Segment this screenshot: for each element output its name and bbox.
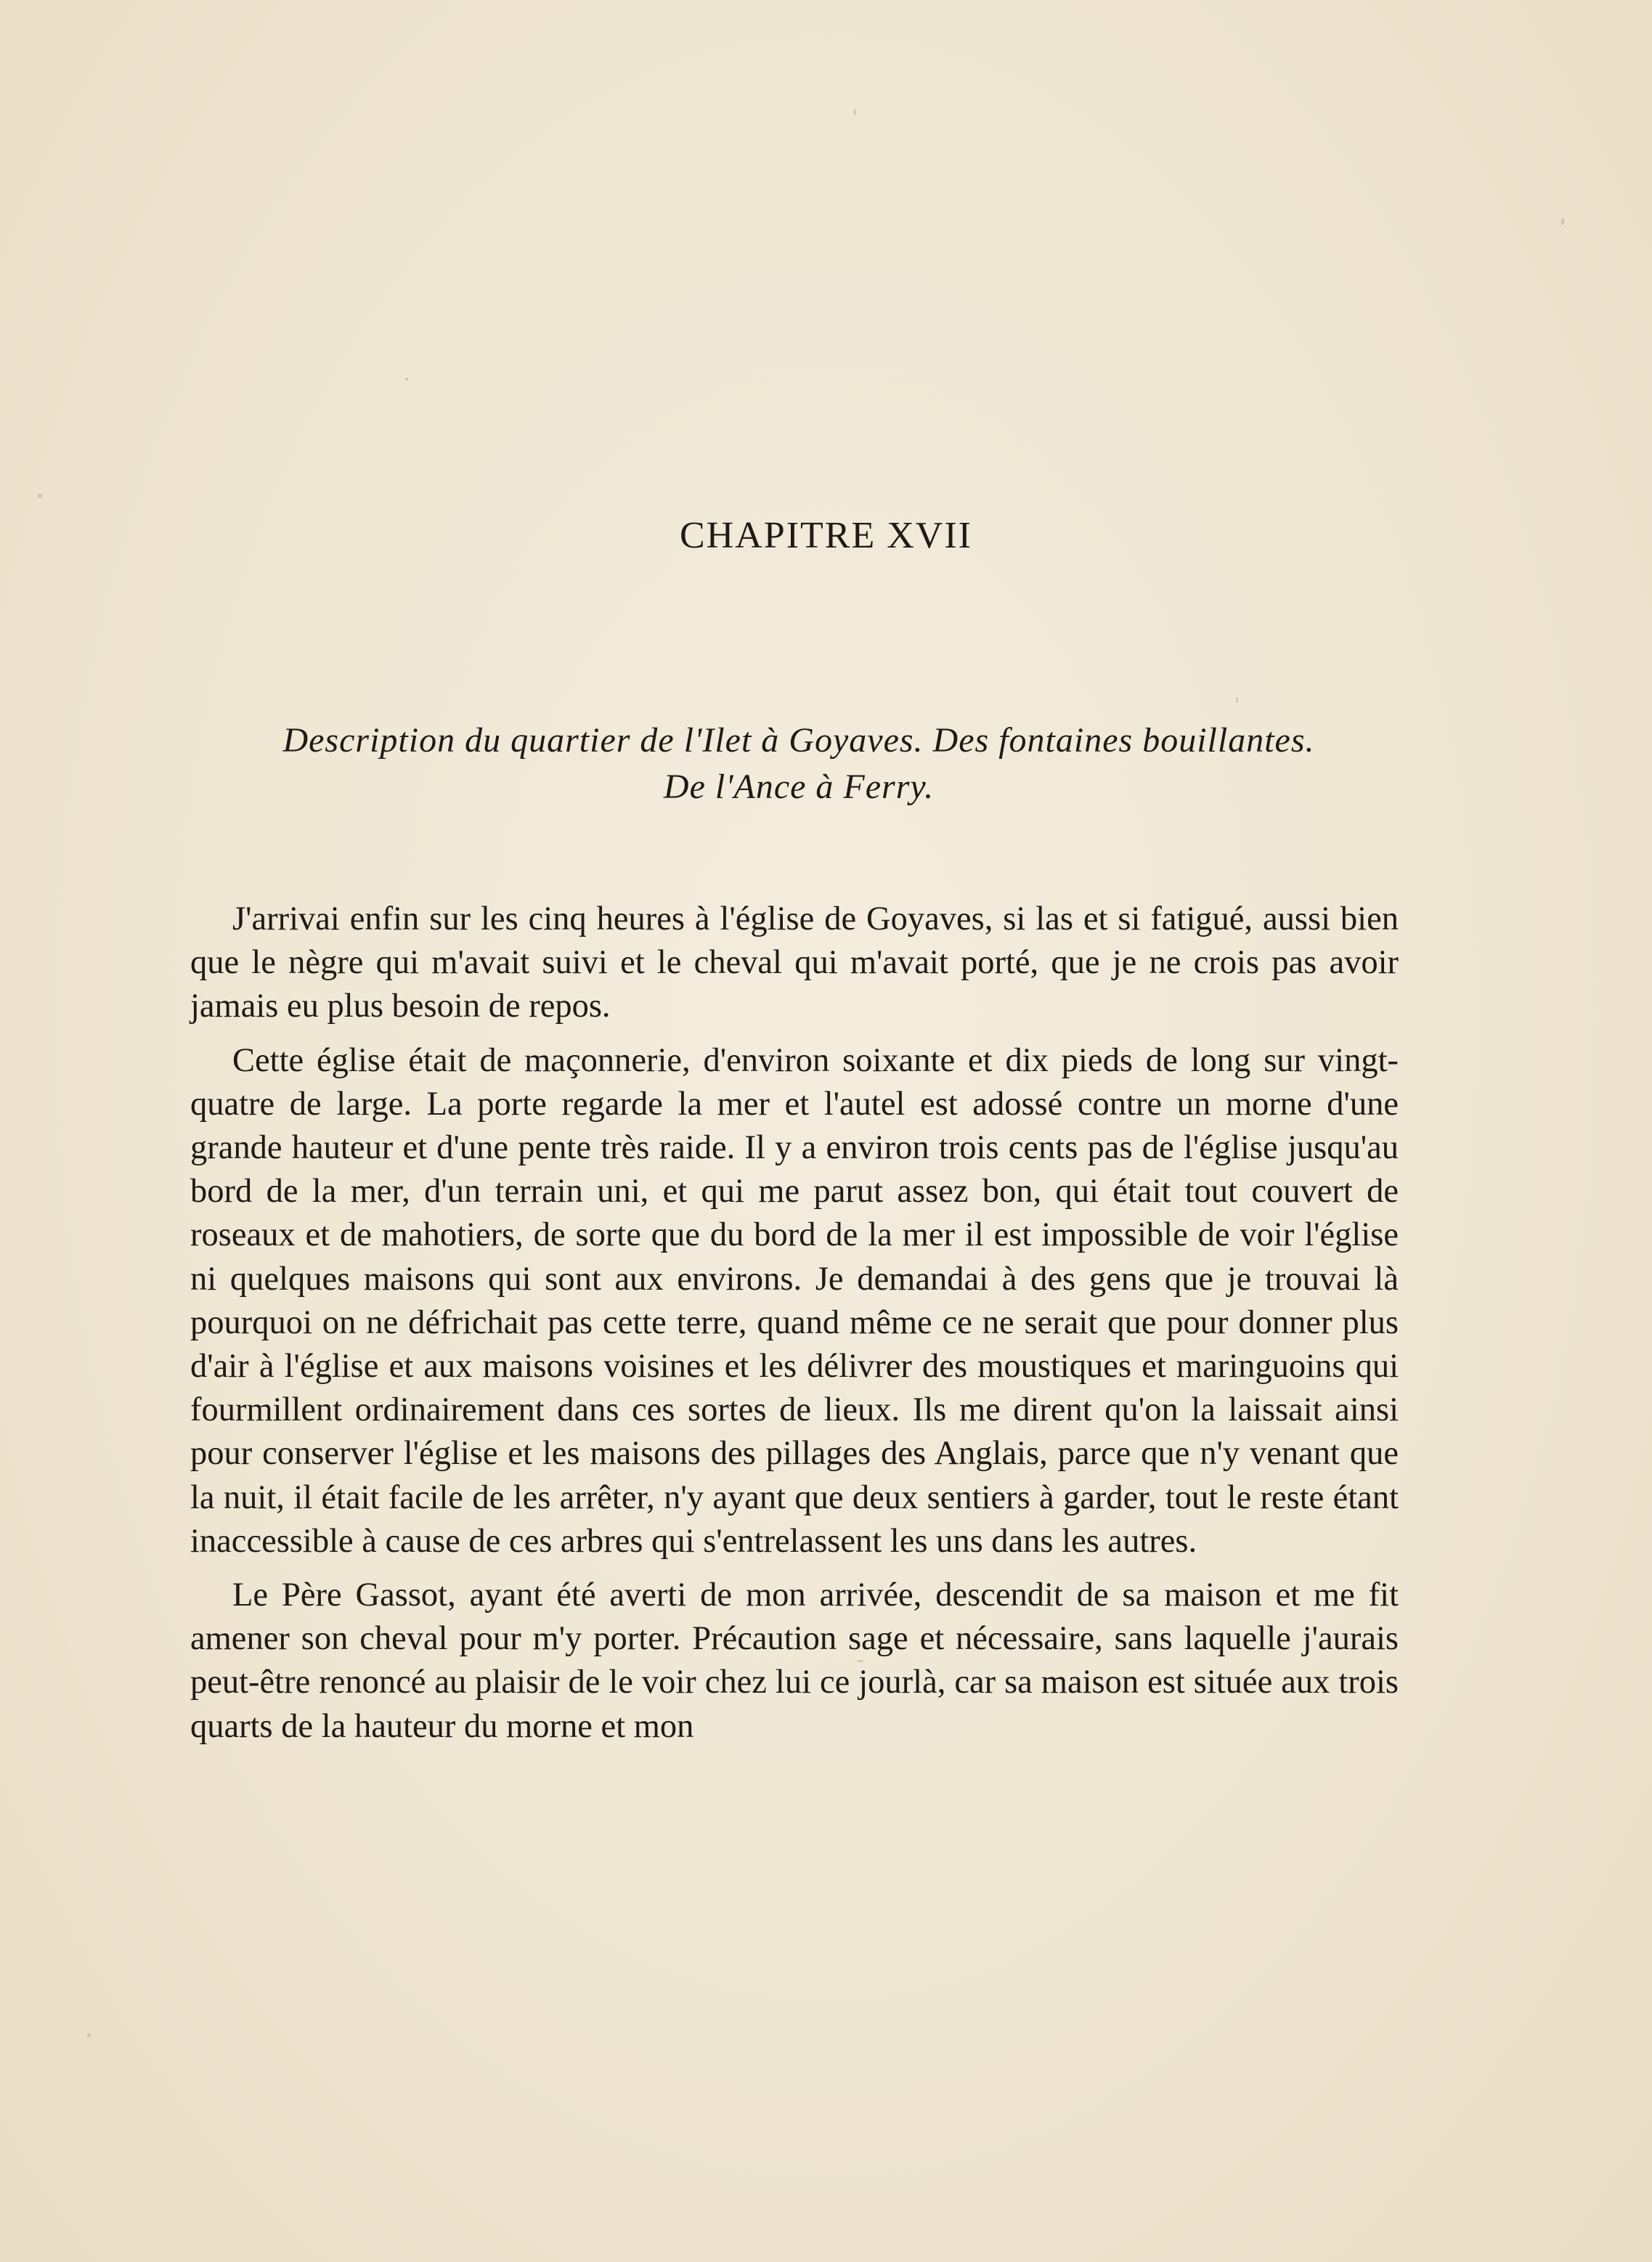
chapter-summary-line: Description du quartier de l'Ilet à Goyaves. Des fontaines bouillantes. xyxy=(282,721,1315,760)
body-text xyxy=(190,898,1399,1759)
paper-speck xyxy=(1236,697,1238,703)
chapter-summary-line: De l'Ance à Ferry. xyxy=(663,768,935,806)
paper-speck xyxy=(87,2033,91,2037)
paper-speck xyxy=(854,109,856,115)
paragraph: Le Père Gassot, ayant été averti de mon arrivée, descendit de sa maison et me fit amener son cheval pour m'y porter. Précaution sage et nécessaire, sans laquelle j'aurais peut-être renoncé au plaisir de le voir chez lui ce jourlà, car sa maison est située aux trois quarts de la hauteur du morne et mon xyxy=(190,1577,1399,1745)
paragraph: Cette église était de maçonnerie, d'environ soixante et dix pieds de long sur vingt-quatre de large. La porte regarde la mer et l'autel est adossé contre un morne d'une grande hauteur et d'une pente très raide. Il y a environ trois cents pas de l'église jusqu'au bord de la mer, d'un terrain uni, et qui me parut assez bon, qui était tout couvert de roseaux et de mahotiers, de sorte que du bord de la mer il est impossible de voir l'église ni quelques maisons qui sont aux environs. Je demandai à des gens que je trouvai là pourquoi on ne défrichait pas cette terre, quand même ce ne serait que pour donner plus d'air à l'église et aux maisons voisines et les délivrer des moustiques et maringuoins qui fourmillent ordinairement dans ces sortes de lieux. Ils me dirent qu'on la laissait ainsi pour conserver l'église et les maisons des pillages des Anglais, parce que n'y venant que la nuit, il était facile de les arrêter, n'y ayant que deux sentiers à garder, tout le reste étant inaccessible à cause de ces arbres qui s'entrelassent les uns dans les autres. xyxy=(190,1041,1399,1560)
paper-speck xyxy=(1561,218,1564,225)
chapter-title: CHAPITRE XVII xyxy=(680,515,972,556)
paper-speck xyxy=(38,494,42,498)
paper-speck xyxy=(405,378,408,381)
paragraph: J'arrivai enfin sur les cinq heures à l'église de Goyaves, si las et si fatigué, aussi bien que le nègre qui m'avait suivi et le cheval qui m'avait porté, que je ne crois pas avoir jamais eu plus besoin de repos. xyxy=(190,900,1399,1025)
chapter-summary xyxy=(211,717,1387,810)
